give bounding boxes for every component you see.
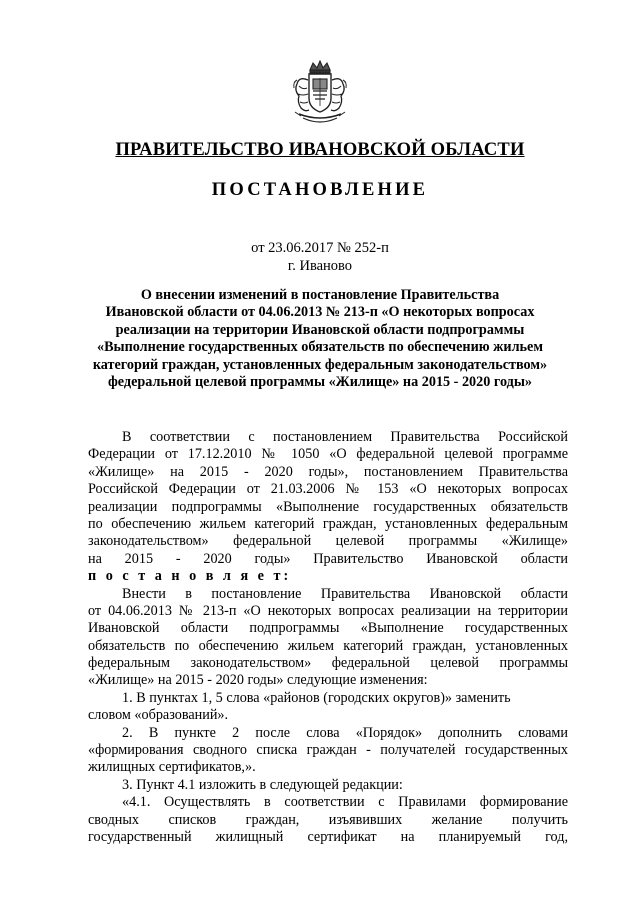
body-line: жилищных сертификатов,».: [88, 759, 256, 776]
body-line: по обеспечению жильем категорий граждан, установленных федеральным: [88, 515, 568, 532]
organization-name: ПРАВИТЕЛЬСТВО ИВАНОВСКОЙ ОБЛАСТИ: [115, 140, 525, 160]
body-line: сводных списков граждан, изъявивших желание получить: [88, 811, 568, 828]
body-line: реализации подпрограммы «Выполнение государственных обязательств: [88, 498, 568, 515]
title-line: реализации на территории Ивановской области подпрограммы: [115, 321, 525, 338]
body-line: законодательством» федеральной целевой программы «Жилище»: [88, 533, 568, 550]
body-line: 1. В пунктах 1, 5 слова «районов (городских округов)» заменить: [122, 689, 511, 706]
body-line: государственный жилищный сертификат на планируемый год,: [88, 828, 568, 845]
body-line: «Жилище» на 2015 - 2020 годы», постановлением Правительства: [88, 463, 568, 480]
body-line: на 2015 - 2020 годы» Правительство Ивановской области: [88, 550, 568, 567]
title-line: О внесении изменений в постановление Правительства: [140, 287, 500, 303]
body-line: «Жилище» на 2015 - 2020 годы» следующие изменения:: [88, 672, 428, 689]
body-line: обязательств по обеспечению жильем категорий граждан, установленных: [88, 637, 568, 654]
title-line: «Выполнение государственных обязательств по обеспечению жильем: [96, 339, 544, 356]
document-type: ПОСТАНОВЛЕНИЕ: [211, 180, 429, 200]
document-date-number: от 23.06.2017 № 252-п: [251, 240, 389, 256]
body-line: словом «образований».: [88, 707, 229, 724]
title-line: Ивановской области от 04.06.2013 № 213-п «О некоторых вопросах: [105, 304, 535, 321]
title-line: федеральной целевой программы «Жилище» на 2015 - 2020 годы»: [107, 374, 532, 391]
document-body: [88, 429, 568, 846]
document-title: [80, 287, 560, 391]
body-line: Внести в постановление Правительства Ивановской области: [122, 585, 568, 602]
body-line: Ивановской области подпрограммы «Выполнение государственных: [88, 620, 568, 637]
body-line: «формирования сводного списка граждан - получателей государственных: [88, 742, 568, 759]
coat-of-arms-emblem: [289, 60, 351, 128]
body-line: 3. Пункт 4.1 изложить в следующей редакции:: [122, 776, 403, 793]
body-line: от 04.06.2013 № 213-п «О некоторых вопросах реализации на территории: [88, 602, 568, 619]
body-line: Федерации от 17.12.2010 № 1050 «О федеральной целевой программе: [88, 446, 568, 463]
body-line: 2. В пункте 2 после слова «Порядок» дополнить словами: [122, 724, 568, 741]
body-line: В соответствии с постановлением Правительства Российской: [122, 429, 568, 445]
document-city: г. Иваново: [287, 258, 353, 274]
body-line: федеральным законодательством» федеральной целевой программы: [88, 655, 568, 672]
resolution-verb: п о с т а н о в л я е т:: [88, 568, 292, 585]
body-line: «4.1. Осуществлять в соответствии с Правилами формирование: [122, 794, 568, 811]
title-line: категорий граждан, установленных федеральным законодательством»: [92, 356, 548, 373]
body-line: Российской Федерации от 21.03.2006 № 153 «О некоторых вопросах: [88, 481, 568, 498]
